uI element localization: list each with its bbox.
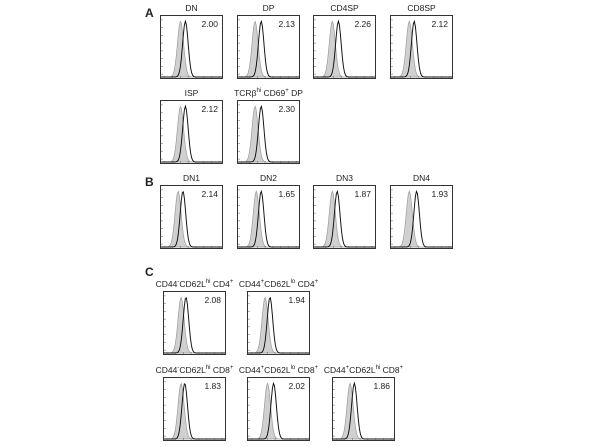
- panel-label: [263, 3, 275, 13]
- label-superscript: +: [314, 365, 319, 372]
- stain-histogram: [333, 383, 394, 439]
- label-text: DN4: [412, 173, 431, 183]
- stain-histogram: [314, 191, 375, 247]
- label-superscript: lo: [290, 279, 296, 286]
- histogram-plot: [237, 185, 300, 249]
- label-superscript: +: [260, 279, 265, 286]
- histogram-plot: [237, 15, 300, 79]
- panel-label: [239, 279, 318, 289]
- mfi-ratio-label: 2.12: [431, 19, 448, 29]
- stain-histogram: [238, 21, 299, 77]
- label-superscript: +: [229, 365, 234, 372]
- histogram-plot: [160, 100, 223, 164]
- label-superscript: hi: [256, 88, 262, 95]
- stain-histogram: [161, 106, 222, 162]
- panel-label: [234, 88, 303, 98]
- panel-label: [413, 173, 430, 183]
- label-text: DP: [262, 3, 275, 13]
- panel-label: [185, 88, 199, 98]
- stain-histogram: [391, 191, 452, 247]
- histogram-plot: [160, 185, 223, 249]
- stain-histogram: [164, 298, 225, 353]
- label-text: CD8: [380, 365, 400, 375]
- isotype-histogram: [238, 106, 299, 162]
- panel-label: [407, 3, 435, 13]
- panel-label: [324, 365, 403, 375]
- label-text: DP: [288, 88, 303, 98]
- label-superscript: +: [260, 365, 265, 372]
- mfi-ratio-label: 2.02: [288, 381, 305, 391]
- label-superscript: hi: [205, 365, 211, 372]
- panel-label: [156, 365, 234, 375]
- section-letter-a: A: [145, 6, 154, 20]
- panel-label: [183, 173, 200, 183]
- stain-histogram: [238, 106, 299, 162]
- label-text: TCRβ: [234, 88, 257, 98]
- histogram-plot: [390, 185, 453, 249]
- isotype-histogram: [248, 383, 309, 439]
- isotype-histogram: [161, 106, 222, 162]
- isotype-histogram: [391, 21, 452, 77]
- label-text: CD62L: [264, 365, 291, 375]
- label-text: CD44: [155, 279, 178, 289]
- histogram-plot: [163, 377, 226, 441]
- label-text: ISP: [184, 88, 199, 98]
- panel-label: [156, 279, 234, 289]
- mfi-ratio-label: 2.12: [201, 104, 218, 114]
- isotype-histogram: [333, 383, 394, 439]
- section-letter-c: C: [145, 265, 154, 279]
- label-text: CD4SP: [330, 3, 359, 13]
- label-text: CD62L: [264, 279, 291, 289]
- label-text: CD62L: [349, 365, 376, 375]
- mfi-ratio-label: 1.65: [278, 189, 295, 199]
- stain-histogram: [391, 21, 452, 77]
- label-superscript: hi: [375, 365, 381, 372]
- histogram-plot: [247, 291, 310, 355]
- panel-label: [239, 365, 318, 375]
- section-letter-b: B: [145, 175, 154, 189]
- label-superscript: -: [177, 279, 180, 286]
- label-superscript: lo: [290, 365, 296, 372]
- label-superscript: +: [314, 279, 319, 286]
- label-superscript: +: [229, 279, 234, 286]
- histogram-plot: [313, 185, 376, 249]
- mfi-ratio-label: 2.30: [278, 104, 295, 114]
- label-text: DN2: [259, 173, 278, 183]
- histogram-plot: [313, 15, 376, 79]
- mfi-ratio-label: 1.83: [204, 381, 221, 391]
- isotype-histogram: [238, 191, 299, 247]
- histogram-plot: [160, 15, 223, 79]
- isotype-histogram: [161, 191, 222, 247]
- label-text: CD44: [323, 365, 346, 375]
- isotype-histogram: [164, 297, 225, 353]
- stain-histogram: [248, 383, 309, 439]
- mfi-ratio-label: 2.00: [201, 19, 218, 29]
- mfi-ratio-label: 1.93: [431, 189, 448, 199]
- mfi-ratio-label: 1.87: [354, 189, 371, 199]
- mfi-ratio-label: 2.08: [204, 295, 221, 305]
- label-text: DN1: [182, 173, 201, 183]
- isotype-histogram: [161, 21, 222, 77]
- isotype-histogram: [248, 297, 309, 353]
- label-superscript: +: [285, 88, 289, 95]
- label-superscript: +: [399, 365, 404, 372]
- panel-label: [260, 173, 277, 183]
- isotype-histogram: [314, 21, 375, 77]
- stain-histogram: [161, 21, 222, 77]
- panel-label: [185, 3, 197, 13]
- stain-histogram: [164, 384, 225, 439]
- mfi-ratio-label: 1.94: [288, 295, 305, 305]
- isotype-histogram: [391, 191, 452, 247]
- mfi-ratio-label: 2.26: [354, 19, 371, 29]
- mfi-ratio-label: 2.14: [201, 189, 218, 199]
- label-text: CD4: [295, 279, 315, 289]
- stain-histogram: [238, 191, 299, 247]
- histogram-plot: [237, 100, 300, 164]
- histogram-plot: [247, 377, 310, 441]
- label-text: CD44: [238, 365, 261, 375]
- histogram-plot: [163, 291, 226, 355]
- label-text: DN3: [335, 173, 354, 183]
- label-text: CD4: [210, 279, 230, 289]
- label-text: CD62L: [179, 365, 206, 375]
- mfi-ratio-label: 2.13: [278, 19, 295, 29]
- stain-histogram: [314, 21, 375, 77]
- label-text: CD62L: [179, 279, 206, 289]
- histogram-plot: [390, 15, 453, 79]
- label-text: CD8: [295, 365, 315, 375]
- label-text: CD44: [155, 365, 178, 375]
- mfi-ratio-label: 1.86: [373, 381, 390, 391]
- isotype-histogram: [164, 383, 225, 439]
- panel-label: [336, 173, 353, 183]
- isotype-histogram: [238, 21, 299, 77]
- isotype-histogram: [314, 191, 375, 247]
- label-text: CD69: [261, 88, 286, 98]
- label-text: CD8SP: [407, 3, 436, 13]
- panel-label: [330, 3, 358, 13]
- label-superscript: hi: [205, 279, 211, 286]
- label-text: DN: [185, 3, 198, 13]
- label-superscript: +: [345, 365, 350, 372]
- label-text: CD8: [210, 365, 230, 375]
- label-text: CD44: [238, 279, 261, 289]
- stain-histogram: [161, 192, 222, 247]
- histogram-plot: [332, 377, 395, 441]
- label-superscript: -: [177, 365, 180, 372]
- stain-histogram: [248, 298, 309, 353]
